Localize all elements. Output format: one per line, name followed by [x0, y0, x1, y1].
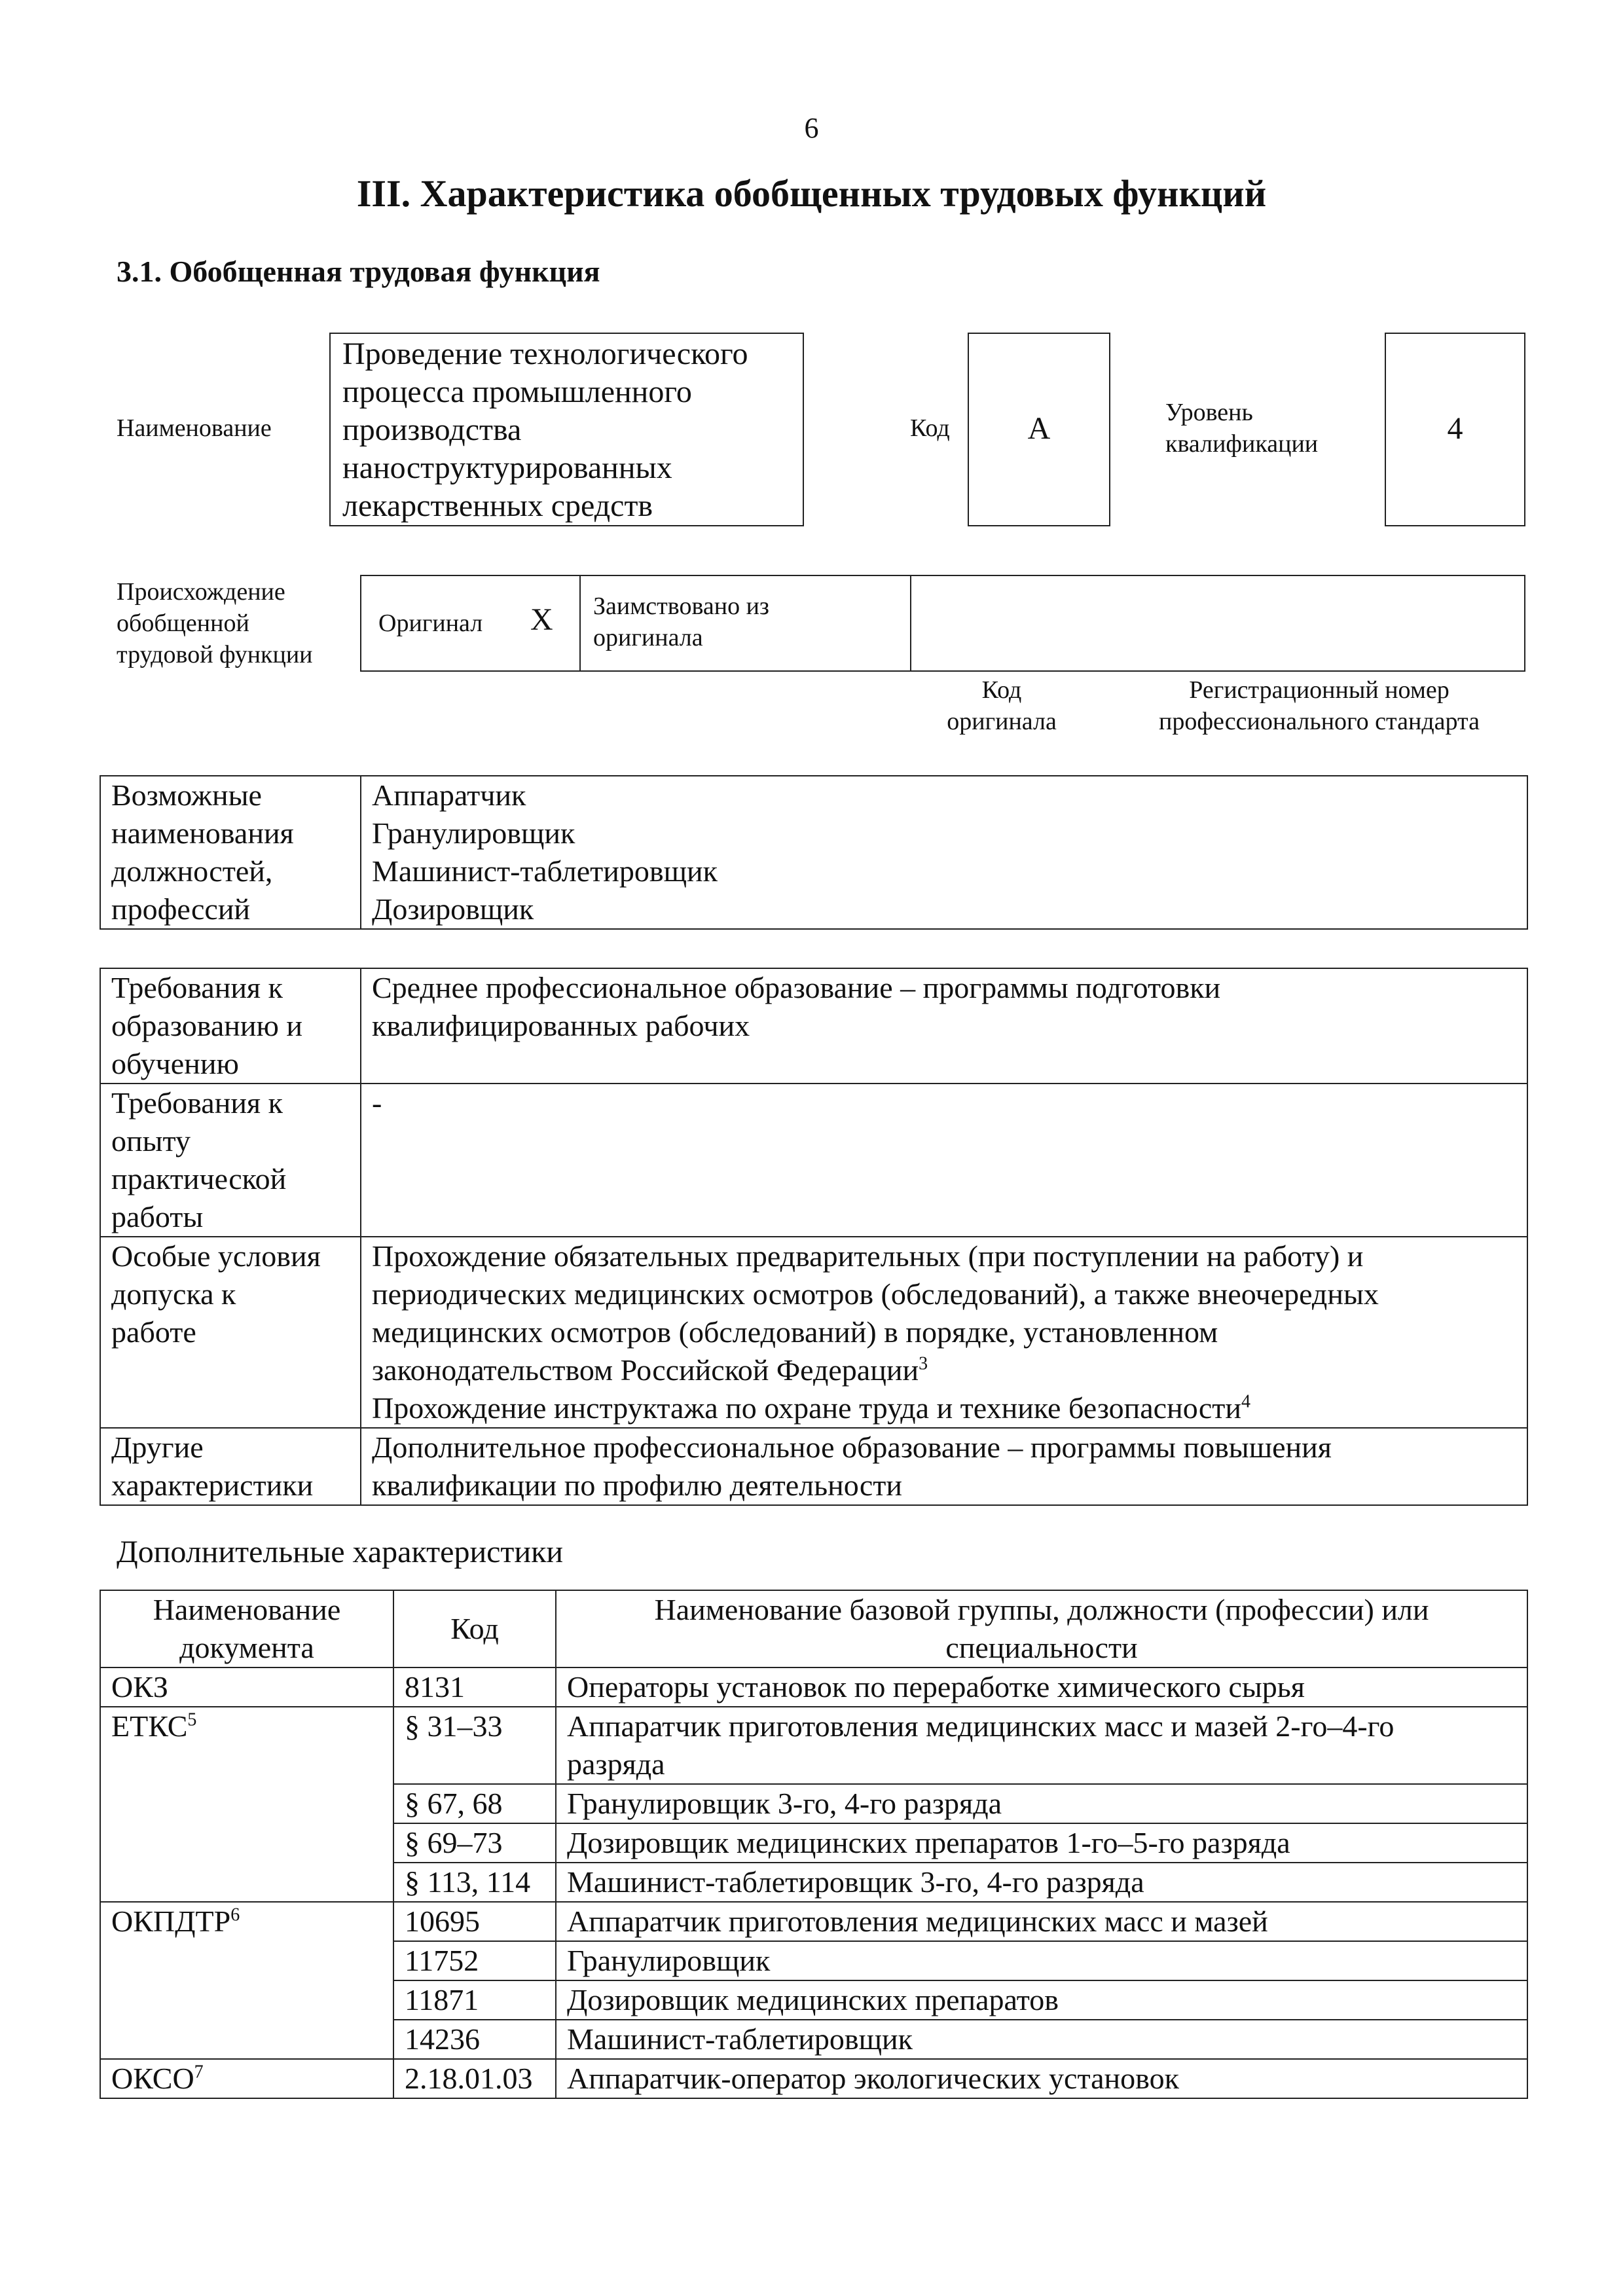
table-row: § 113, 114 Машинист-таблетировщик 3-го, 4-го разряда — [100, 1863, 1527, 1902]
list-item: Гранулировщик — [372, 816, 575, 850]
borrowed-label: Заимствовано из оригинала — [593, 592, 769, 651]
code-box — [968, 333, 1110, 526]
table-row: Требования к образованию и обучению Среднее профессиональное образование – программы подготовки квалифицированных рабочих — [100, 968, 1527, 1084]
footnote-ref: 7 — [194, 2062, 204, 2083]
table-row: 11871 Дозировщик медицинских препаратов — [100, 1980, 1527, 2020]
positions-table — [100, 775, 1528, 930]
function-name-line: процесса промышленного — [342, 374, 692, 409]
level-label: Уровень квалификации — [1165, 399, 1319, 458]
table-row: ЕТКС$^5$ § 31–33 Аппаратчик приготовления медицинских масс и мазей 2-го–4-го разряда — [100, 1707, 1527, 1784]
positions-label-cell: Возможные наименования должностей, профессий — [100, 776, 361, 929]
additional-heading: Дополнительные характеристики — [117, 1535, 564, 1569]
origin-label: Происхождение обобщенной трудовой функции — [117, 578, 313, 668]
reg-number-caption: Регистрационный номер профессионального стандарта — [1159, 676, 1480, 735]
function-name-box — [329, 333, 804, 526]
level-value: 4 — [1447, 411, 1463, 446]
footnote-ref: 3 — [919, 1353, 928, 1374]
table-row — [100, 776, 1527, 929]
table-row: § 67, 68 Гранулировщик 3-го, 4-го разряда — [100, 1784, 1527, 1823]
additional-table — [100, 1590, 1528, 2099]
origin-divider — [579, 575, 581, 672]
table-row: Другие характеристики Дополнительное профессиональное образование – программы повышения квалификации по профилю деятельности — [100, 1428, 1527, 1505]
table-row: ОКПДТР$^6$ 10695 Аппаратчик приготовления медицинских масс и мазей — [100, 1902, 1527, 1941]
original-mark: X — [530, 602, 553, 637]
section-title: III. Характеристика обобщенных трудовых функций — [356, 172, 1267, 215]
table-row: 14236 Машинист-таблетировщик — [100, 2020, 1527, 2059]
table-row: Требования к опыту практической работы - — [100, 1084, 1527, 1237]
function-name-line: Проведение технологического — [342, 337, 748, 371]
list-item: Аппаратчик — [372, 778, 526, 812]
original-label: Оригинал — [378, 610, 483, 637]
origin-divider — [910, 575, 911, 672]
code-original-caption: Код оригинала — [947, 676, 1057, 735]
requirements-table — [100, 968, 1528, 1506]
name-label: Наименование — [117, 414, 272, 442]
list-item: Машинист-таблетировщик — [372, 854, 718, 888]
page-number: 6 — [804, 112, 819, 144]
table-row: Особые условия допуска к работе Прохождение обязательных предварительных (при поступлении на работу) и периодических медицинских осмотров (обследований), а также внеочередных медицинских осмотров (обследований) в порядке, установленном законодательством Российской Федерации$^3$ Прохождение инструктажа по охране труда и технике безопасности$^4$ — [100, 1237, 1527, 1428]
table-header-row: Наименование документа Код Наименование базовой группы, должности (профессии) или специальности — [100, 1590, 1527, 1667]
code-value: А — [1027, 411, 1051, 446]
table-row: ОКСО$^7$ 2.18.01.03 Аппаратчик-оператор экологических установок — [100, 2059, 1527, 2098]
list-item: Дозировщик — [372, 892, 534, 926]
positions-items-cell — [361, 776, 1527, 929]
table-row: ОКЗ 8131 Операторы установок по переработке химического сырья — [100, 1667, 1527, 1707]
level-box — [1385, 333, 1525, 526]
function-name-line: производства — [342, 412, 522, 447]
footnote-ref: 4 — [1241, 1391, 1250, 1412]
subsection-title: 3.1. Обобщенная трудовая функция — [117, 255, 600, 288]
table-row: § 69–73 Дозировщик медицинских препаратов 1-го–5-го разряда — [100, 1823, 1527, 1863]
code-label: Код — [910, 414, 950, 442]
table-row: 11752 Гранулировщик — [100, 1941, 1527, 1980]
function-name-line: наноструктурированных — [342, 450, 672, 485]
function-name-line: лекарственных средств — [342, 488, 653, 523]
footnote-ref: 5 — [187, 1709, 197, 1730]
footnote-ref: 6 — [230, 1904, 240, 1925]
